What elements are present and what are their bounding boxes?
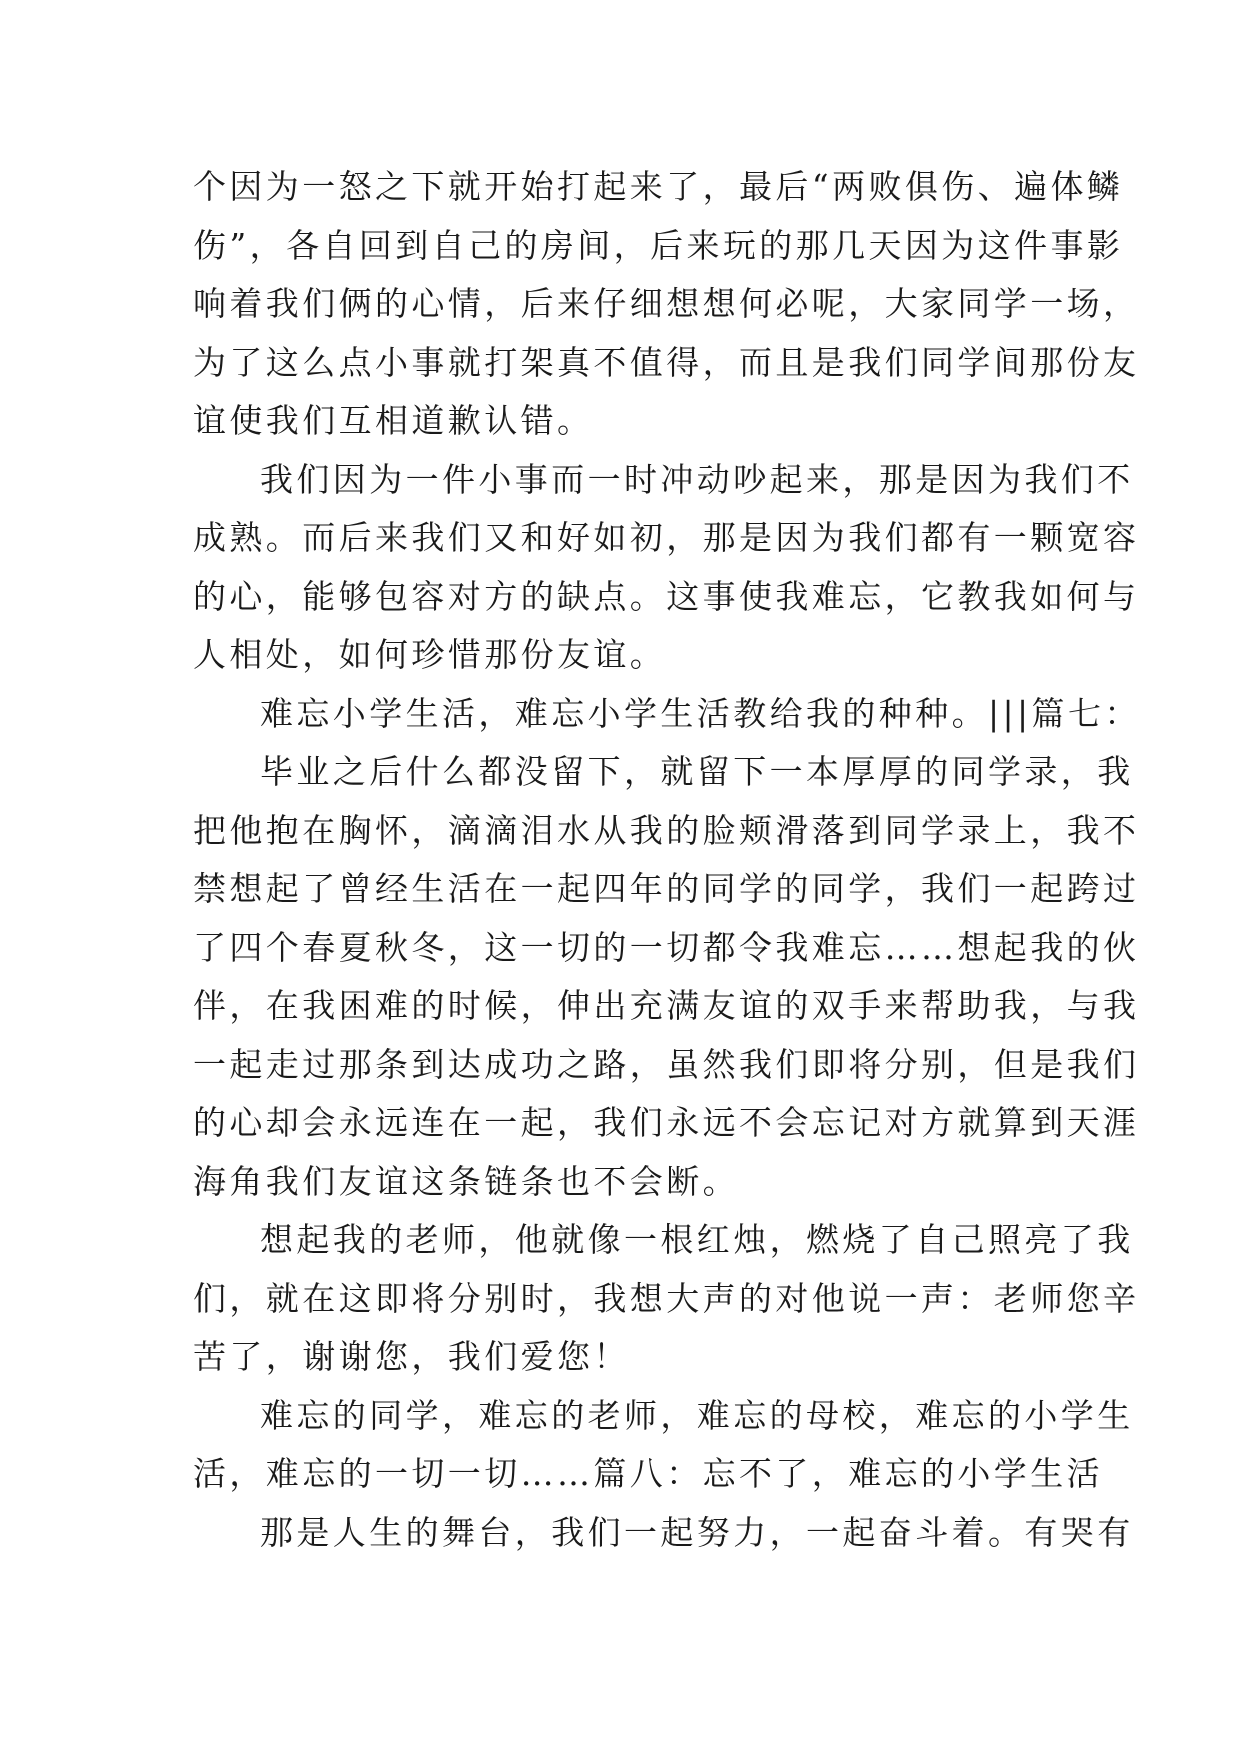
document-body [193,158,1141,1562]
text-line: 个因为一怒之下就开始打起来了，最后“两败俱伤、遍体鳞 [193,167,1124,206]
text-line: 的心，能够包容对方的缺点。这事使我难忘，它教我如何与 [193,576,1140,616]
text-line: 伤”，各自回到自己的房间，后来玩的那几天因为这件事影 [193,225,1124,265]
text-line: 了四个春夏秋冬，这一切的一切都令我难忘……想起我的伙 [193,927,1140,967]
text-line: 苦了，谢谢您，我们爱您！ [193,1337,630,1376]
text-line: 响着我们俩的心情，后来仔细想想何必呢，大家同学一场， [193,284,1140,323]
text-line: 难忘的同学，难忘的老师，难忘的母校，难忘的小学生 [260,1395,1134,1435]
text-line: 谊使我们互相道歉认错。 [193,401,594,440]
text-line: 伴，在我困难的时候，伸出充满友谊的双手来帮助我，与我 [193,986,1140,1025]
text-line: 把他抱在胸怀，滴滴泪水从我的脸颊滑落到同学录上，我不 [193,810,1140,850]
text-line: 人相处，如何珍惜那份友谊。 [193,635,667,674]
text-line: 毕业之后什么都没留下，就留下一本厚厚的同学录，我 [260,752,1134,791]
text-line: 难忘小学生活，难忘小学生活教给我的种种。|||篇七： [260,693,1141,733]
text-line: 一起走过那条到达成功之路，虽然我们即将分别，但是我们 [193,1044,1140,1084]
text-line: 成熟。而后来我们又和好如初，那是因为我们都有一颗宽容 [193,518,1140,557]
text-line: 的心却会永远连在一起，我们永远不会忘记对方就算到天涯 [193,1103,1140,1142]
text-line: 禁想起了曾经生活在一起四年的同学的同学，我们一起跨过 [193,869,1140,908]
text-line: 想起我的老师，他就像一根红烛，燃烧了自己照亮了我 [260,1220,1134,1259]
text-line: 那是人生的舞台，我们一起努力，一起奋斗着。有哭有 [260,1512,1134,1552]
text-line: 活，难忘的一切一切……篇八：忘不了，难忘的小学生活 [193,1454,1103,1493]
text-line: 为了这么点小事就打架真不值得，而且是我们同学间那份友 [193,342,1140,382]
text-line: 们，就在这即将分别时，我想大声的对他说一声：老师您辛 [193,1278,1140,1318]
text-line: 我们因为一件小事而一时冲动吵起来，那是因为我们不 [260,459,1134,499]
text-line: 海角我们友谊这条链条也不会断。 [193,1161,739,1201]
